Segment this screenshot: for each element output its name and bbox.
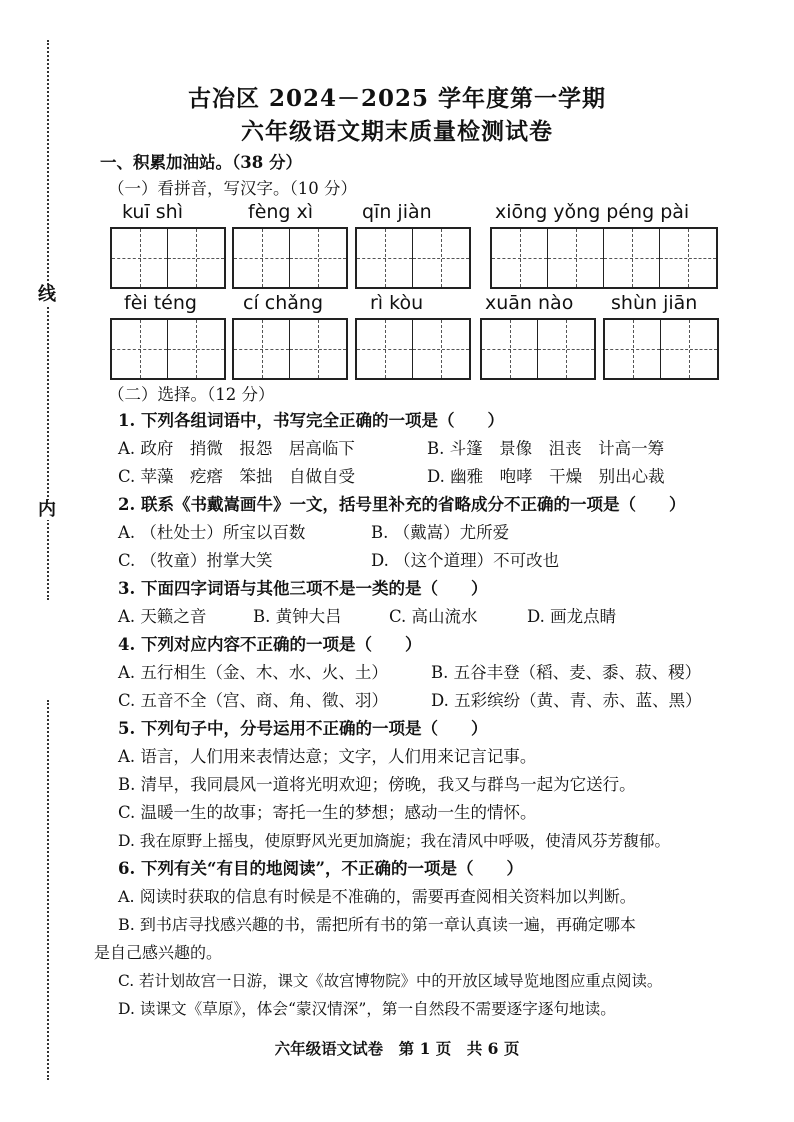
- writing-cell[interactable]: [413, 229, 469, 287]
- q3-option-b[interactable]: B. 黄钟大吕: [253, 607, 342, 626]
- pinyin-label: xuān nào: [485, 292, 574, 314]
- writing-box-group[interactable]: [355, 318, 471, 380]
- writing-cell[interactable]: [604, 229, 660, 287]
- writing-cell[interactable]: [357, 320, 413, 378]
- q3-option-a[interactable]: A. 天籁之音: [118, 607, 207, 626]
- writing-cell[interactable]: [234, 320, 290, 378]
- writing-box-group[interactable]: [355, 227, 471, 289]
- writing-box-group[interactable]: [603, 318, 719, 380]
- writing-cell[interactable]: [605, 320, 661, 378]
- q5-option-a[interactable]: A. 语言，人们用来表情达意；文字，人们用来记言记事。: [118, 747, 537, 766]
- writing-box-group[interactable]: [232, 227, 348, 289]
- binding-line-lower: [47, 700, 49, 1080]
- q3-option-c[interactable]: C. 高山流水: [389, 607, 478, 626]
- q6-option-b[interactable]: B. 到书店寻找感兴趣的书，需把所有书的第一章认真读一遍，再确定哪本: [118, 915, 636, 934]
- part-2-heading: （二）选择。（12 分）: [108, 385, 275, 404]
- q6-option-d[interactable]: D. 读课文《草原》，体会“蒙汉情深”，第一自然段不需要逐字逐句地读。: [118, 1000, 616, 1018]
- q2-option-a[interactable]: A. （杜处士）所宝以百数: [118, 523, 306, 542]
- pinyin-label: shùn jiān: [611, 292, 698, 314]
- section-1-heading: 一、积累加油站。（38 分）: [100, 153, 302, 172]
- pinyin-label: xiōng yǒng péng pài: [495, 201, 690, 223]
- pinyin-label: fèi téng: [124, 292, 197, 314]
- writing-cell[interactable]: [234, 229, 290, 287]
- q4-option-a[interactable]: A. 五行相生（金、木、水、火、土）: [118, 663, 388, 682]
- writing-box-group[interactable]: [490, 227, 718, 289]
- q6-option-a[interactable]: A. 阅读时获取的信息有时候是不准确的，需要再查阅相关资料加以判断。: [118, 887, 636, 906]
- question-6-stem: 6. 下列有关“有目的地阅读”，不正确的一项是（ ）: [118, 859, 523, 878]
- q6-option-c[interactable]: C. 若计划故宫一日游，课文《故宫博物院》中的开放区域导览地图应重点阅读。: [118, 972, 663, 990]
- q6-option-b-continued[interactable]: 是自己感兴趣的。: [94, 943, 223, 962]
- q2-option-c[interactable]: C. （牧童）拊掌大笑: [118, 551, 273, 570]
- question-4-stem: 4. 下列对应内容不正确的一项是（ ）: [118, 635, 422, 654]
- part-1-heading: （一）看拼音，写汉字。（10 分）: [108, 179, 357, 198]
- writing-cell[interactable]: [290, 229, 346, 287]
- q4-option-b[interactable]: B. 五谷丰登（稻、麦、黍、菽、稷）: [431, 663, 702, 682]
- writing-cell[interactable]: [538, 320, 594, 378]
- q5-option-d[interactable]: D. 我在原野上摇曳，使原野风光更加旖旎；我在清风中呼吸，使清风芬芳馥郁。: [118, 832, 671, 850]
- binding-mark-line: 线: [38, 284, 56, 305]
- writing-cell[interactable]: [482, 320, 538, 378]
- q1-option-c[interactable]: C. 苹藻 疙瘩 笨拙 自做自受: [118, 467, 356, 486]
- pinyin-label: rì kòu: [370, 292, 424, 314]
- writing-cell[interactable]: [660, 229, 716, 287]
- writing-cell[interactable]: [357, 229, 413, 287]
- page-footer: 六年级语文试卷 第 1 页 共 6 页: [274, 1039, 520, 1058]
- exam-title-line2: 六年级语文期末质量检测试卷: [241, 118, 553, 145]
- writing-cell[interactable]: [168, 320, 224, 378]
- question-2-stem: 2. 联系《书戴嵩画牛》一文，括号里补充的省略成分不正确的一项是（ ）: [118, 495, 686, 514]
- writing-box-group[interactable]: [110, 318, 226, 380]
- writing-cell[interactable]: [661, 320, 717, 378]
- q2-option-b[interactable]: B. （戴嵩）尤所爱: [371, 523, 510, 542]
- writing-box-group[interactable]: [232, 318, 348, 380]
- writing-cell[interactable]: [112, 229, 168, 287]
- q5-option-b[interactable]: B. 清早，我同晨风一道将光明欢迎；傍晚，我又与群鸟一起为它送行。: [118, 775, 636, 794]
- writing-cell[interactable]: [112, 320, 168, 378]
- q2-option-d[interactable]: D. （这个道理）不可改也: [371, 551, 560, 570]
- writing-cell[interactable]: [548, 229, 604, 287]
- question-1-stem: 1. 下列各组词语中，书写完全正确的一项是（ ）: [118, 411, 504, 430]
- q5-option-c[interactable]: C. 温暖一生的故事；寄托一生的梦想；感动一生的情怀。: [118, 803, 537, 822]
- writing-box-group[interactable]: [480, 318, 596, 380]
- writing-cell[interactable]: [413, 320, 469, 378]
- q1-option-a[interactable]: A. 政府 捎微 报怨 居高临下: [118, 439, 355, 458]
- pinyin-label: kuī shì: [122, 201, 183, 223]
- pinyin-label: fèng xì: [248, 201, 314, 223]
- q1-option-d[interactable]: D. 幽雅 咆哮 干燥 别出心裁: [427, 467, 665, 486]
- question-5-stem: 5. 下列句子中，分号运用不正确的一项是（ ）: [118, 719, 488, 738]
- q4-option-c[interactable]: C. 五音不全（宫、商、角、徵、羽）: [118, 691, 389, 710]
- q3-option-d[interactable]: D. 画龙点睛: [527, 607, 617, 626]
- binding-mark-inner: 内: [38, 499, 56, 520]
- pinyin-label: cí chǎng: [243, 292, 323, 314]
- writing-box-group[interactable]: [110, 227, 226, 289]
- q1-option-b[interactable]: B. 斗篷 景像 沮丧 计高一筹: [427, 439, 665, 458]
- pinyin-label: qīn jiàn: [362, 201, 432, 223]
- question-3-stem: 3. 下面四字词语与其他三项不是一类的是（ ）: [118, 579, 488, 598]
- writing-cell[interactable]: [492, 229, 548, 287]
- writing-cell[interactable]: [168, 229, 224, 287]
- q4-option-d[interactable]: D. 五彩缤纷（黄、青、赤、蓝、黑）: [431, 691, 702, 710]
- exam-title-line1: 古冶区 2024－2025 学年度第一学期: [187, 85, 607, 112]
- writing-cell[interactable]: [290, 320, 346, 378]
